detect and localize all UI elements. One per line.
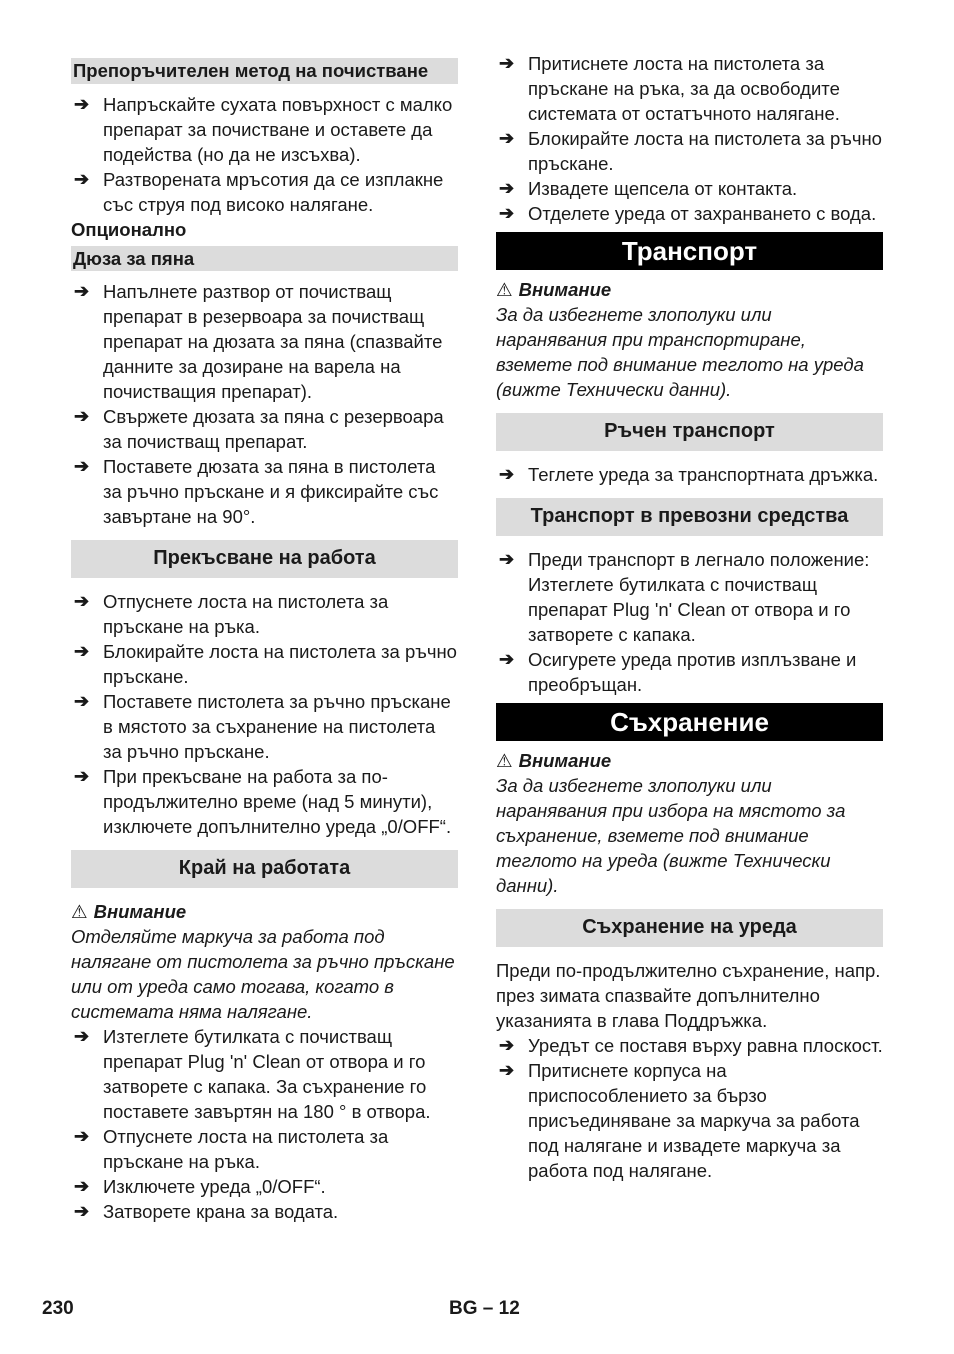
warning-heading: ⚠ Внимание xyxy=(496,750,612,771)
section-heading-cleaning-method: Препоръчителен метод на почистване xyxy=(71,58,458,84)
arrow-right-icon: ➔ xyxy=(74,1201,90,1221)
section-heading-end-of-work: Край на работата xyxy=(71,850,458,888)
list-item: ➔ Притиснете лоста на пистолета за пръскане на ръка, за да освободите системата от остатъчното налягане. xyxy=(499,53,840,124)
arrow-right-icon: ➔ xyxy=(499,128,515,148)
optional-label: Опционално xyxy=(71,219,187,240)
arrow-right-icon: ➔ xyxy=(499,178,515,198)
section-heading-manual-transport: Ръчен транспорт xyxy=(496,413,883,451)
list-item: ➔ Теглете уреда за транспортната дръжка. xyxy=(499,464,879,485)
list-item: ➔ Блокирайте лоста на пистолета за ръчно пръскане. xyxy=(74,641,457,687)
list-item: ➔ При прекъсване на работа за по-продължително време (над 5 минути), изключете допълнително уреда „0/OFF“. xyxy=(74,766,452,837)
list-item: ➔ Затворете крана за водата. xyxy=(74,1201,339,1222)
warning-triangle-icon: ⚠ xyxy=(496,750,513,771)
arrow-right-icon: ➔ xyxy=(499,549,515,569)
arrow-right-icon: ➔ xyxy=(74,766,90,786)
arrow-right-icon: ➔ xyxy=(499,203,515,223)
right-column xyxy=(496,51,883,1183)
arrow-right-icon: ➔ xyxy=(499,1060,515,1080)
section-heading-interrupt-work: Прекъсване на работа xyxy=(71,540,458,578)
arrow-right-icon: ➔ xyxy=(74,1026,90,1046)
list-item: ➔ Блокирайте лоста на пистолета за ръчно пръскане. xyxy=(499,128,882,174)
warning-text: За да избегнете злополуки или наранявания при избора на мястото за съхранение, вземете под внимание теглото на уреда (вижте Технически данни). xyxy=(496,775,846,896)
arrow-right-icon: ➔ xyxy=(499,464,515,484)
left-column xyxy=(71,58,458,1224)
arrow-right-icon: ➔ xyxy=(499,1035,515,1055)
warning-triangle-icon: ⚠ xyxy=(496,279,513,300)
section-heading-device-storage: Съхранение на уреда xyxy=(496,909,883,947)
list-item: ➔ Разтворената мръсотия да се изплакне със струя под високо налягане. xyxy=(74,169,444,215)
list-item: ➔ Напълнете разтвор от почистващ препарат в резервоара за почистващ препарат на дюзата за пяна (спазвайте данните за дозиране на варела на почистващия препарат). xyxy=(74,281,443,402)
warning-text: Отделяйте маркуча за работа под налягане от пистолета за ръчно пръскане или от уреда само тогава, когато в системата няма налягане. xyxy=(71,926,455,1022)
section-heading-foam-nozzle: Дюза за пяна xyxy=(71,246,458,271)
section-heading-vehicle-transport: Транспорт в превозни средства xyxy=(496,498,883,536)
list-item: ➔ Напръскайте сухата повърхност с малко препарат за почистване и оставете да подейства (но да не изсъхва). xyxy=(74,94,453,165)
section-title-storage: Съхранение xyxy=(496,703,883,741)
list-item: ➔ Уредът се поставя върху равна плоскост. xyxy=(499,1035,883,1056)
arrow-right-icon: ➔ xyxy=(74,94,90,114)
arrow-right-icon: ➔ xyxy=(74,691,90,711)
section-title-transport: Транспорт xyxy=(496,232,883,270)
arrow-right-icon: ➔ xyxy=(74,1176,90,1196)
list-item: ➔ Поставете дюзата за пяна в пистолета за ръчно пръскане и я фиксирайте със завъртане на 90°. xyxy=(74,456,439,527)
paragraph: Преди по-продължително съхранение, напр. през зимата спазвайте допълнително указанията в глава Поддръжка. xyxy=(496,960,881,1031)
arrow-right-icon: ➔ xyxy=(74,169,90,189)
list-item: ➔ Свържете дюзата за пяна с резервоара за почистващ препарат. xyxy=(74,406,444,452)
arrow-right-icon: ➔ xyxy=(74,406,90,426)
arrow-right-icon: ➔ xyxy=(74,641,90,661)
arrow-right-icon: ➔ xyxy=(74,1126,90,1146)
list-item: ➔ Извадете щепсела от контакта. xyxy=(499,178,798,199)
arrow-right-icon: ➔ xyxy=(74,456,90,476)
list-item: ➔ Поставете пистолета за ръчно пръскане в мястото за съхранение на пистолета за ръчно пръскане. xyxy=(74,691,451,762)
arrow-right-icon: ➔ xyxy=(74,591,90,611)
page-number: 230 xyxy=(42,1298,74,1319)
list-item: ➔ Притиснете корпуса на приспособлението за бързо присъединяване за маркуча за работа под налягане и извадете маркуча за работа под налягане. xyxy=(499,1060,860,1181)
list-item: ➔ Изключете уреда „0/OFF“. xyxy=(74,1176,326,1197)
list-item: ➔ Осигурете уреда против изплъзване и преобръщан. xyxy=(499,649,857,695)
arrow-right-icon: ➔ xyxy=(499,649,515,669)
warning-triangle-icon: ⚠ xyxy=(71,901,88,922)
warning-heading: ⚠ Внимание xyxy=(71,901,187,922)
list-item: ➔ Отпуснете лоста на пистолета за пръскане на ръка. xyxy=(74,1126,389,1172)
list-item: ➔ Изтеглете бутилката с почистващ препарат Plug 'n' Clean от отвора и го затворете с капака. За съхранение го поставете завъртян на 180 ° в отвора. xyxy=(74,1026,431,1122)
list-item: ➔ Отделете уреда от захранването с вода. xyxy=(499,203,877,224)
warning-text: За да избегнете злополуки или наранявания при транспортиране, вземете под внимание теглото на уреда (вижте Технически данни). xyxy=(496,304,864,400)
list-item: ➔ Отпуснете лоста на пистолета за пръскане на ръка. xyxy=(74,591,389,637)
list-item: ➔ Преди транспорт в легнало положение: Изтеглете бутилката с почистващ препарат Plug 'n' Clean от отвора и го затворете с капака. xyxy=(499,549,870,645)
arrow-right-icon: ➔ xyxy=(74,281,90,301)
warning-heading: ⚠ Внимание xyxy=(496,279,612,300)
arrow-right-icon: ➔ xyxy=(499,53,515,73)
page-code: BG – 12 xyxy=(449,1298,520,1319)
